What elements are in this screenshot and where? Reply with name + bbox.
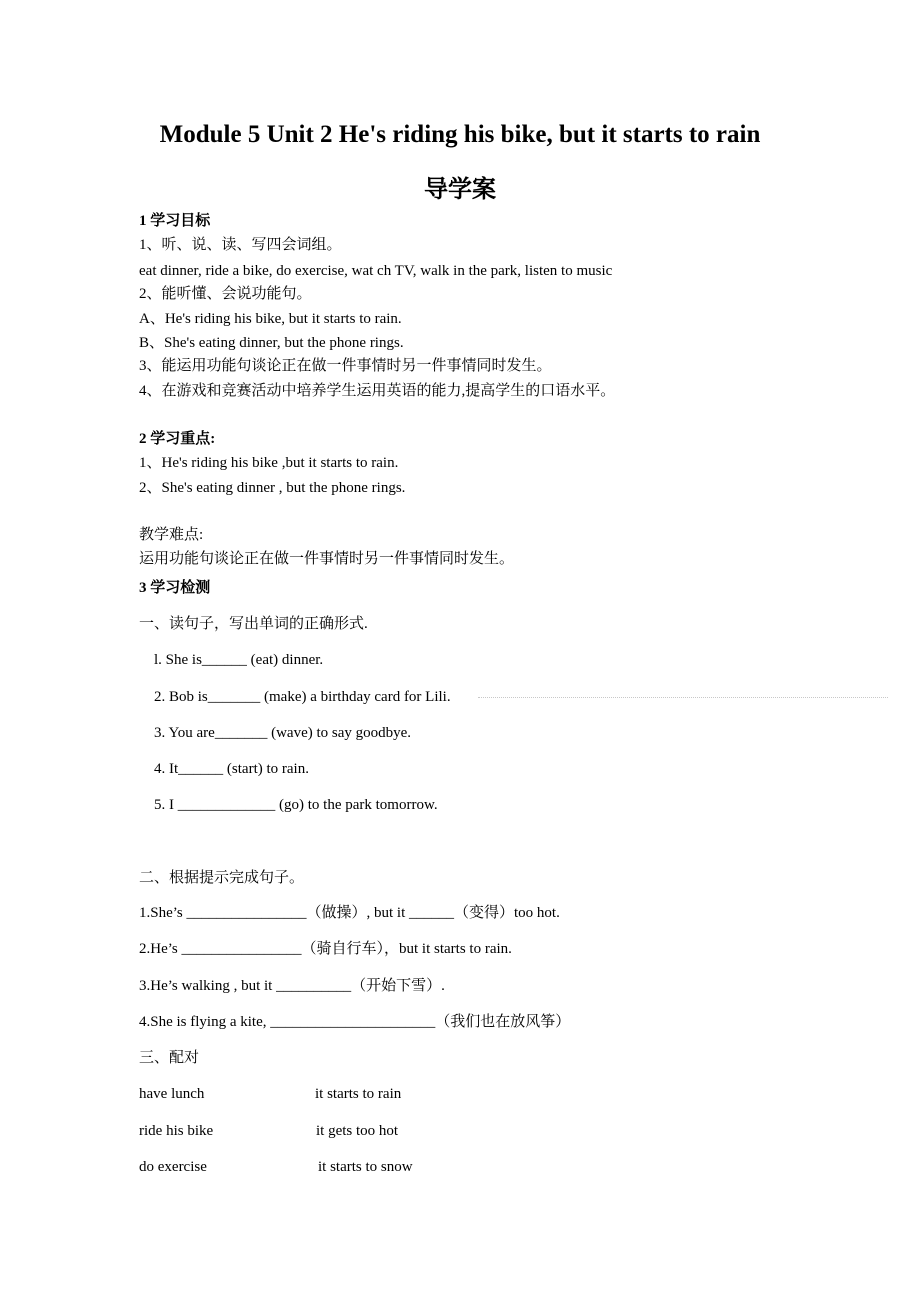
exercise-item: l. She is______ (eat) dinner. [154, 652, 324, 668]
objective-line: 3、能运用功能句谈论正在做一件事情时另一件事情同时发生。 [139, 358, 552, 374]
match-left-item: have lunch [139, 1086, 205, 1102]
exercise-item: 2. Bob is_______ (make) a birthday card for Lili. [154, 689, 451, 705]
part-3-heading: 三、配对 [139, 1050, 200, 1066]
part-2-heading: 二、根据提示完成句子。 [139, 870, 305, 886]
objective-line: 2、能听懂、会说功能句。 [139, 286, 312, 302]
page-title: Module 5 Unit 2 He's riding his bike, but it starts to rain [159, 121, 761, 148]
match-left-item: do exercise [139, 1159, 207, 1175]
section-1-heading: 1 学习目标 [139, 213, 211, 229]
completion-item: 2.He’s ________________（骑自行车），but it starts to rain. [139, 941, 512, 957]
difficulty-text: 运用功能句谈论正在做一件事情时另一件事情同时发生。 [139, 551, 515, 567]
key-point-line: 2、She's eating dinner , but the phone rings. [139, 480, 406, 496]
exercise-item: 5. I _____________ (go) to the park tomorrow. [154, 797, 438, 813]
completion-item: 3.He’s walking , but it __________（开始下雪）. [139, 978, 445, 994]
exercise-item: 4. It______ (start) to rain. [154, 761, 309, 777]
match-right-item: it starts to rain [315, 1086, 402, 1102]
exercise-item: 3. You are_______ (wave) to say goodbye. [154, 725, 412, 741]
match-left-item: ride his bike [139, 1123, 214, 1139]
completion-item: 1.She’s ________________（做操）, but it ______（变得）too hot. [139, 905, 560, 921]
match-right-item: it gets too hot [316, 1123, 399, 1139]
objective-line: 1、听、说、读、写四会词组。 [139, 237, 342, 253]
objective-phrases: eat dinner, ride a bike, do exercise, wat ch TV, walk in the park, listen to music [139, 263, 613, 279]
objective-line: A、He's riding his bike, but it starts to rain. [139, 311, 402, 327]
part-1-heading: 一、读句子，写出单词的正确形式. [139, 616, 368, 632]
dotted-divider [478, 697, 888, 698]
page-subtitle: 导学案 [424, 177, 496, 203]
difficulty-label: 教学难点: [139, 527, 204, 543]
section-3-heading: 3 学习检测 [139, 580, 211, 596]
key-point-line: 1、He's riding his bike ,but it starts to rain. [139, 455, 399, 471]
section-2-heading: 2 学习重点: [139, 431, 216, 447]
objective-line: B、She's eating dinner, but the phone rings. [139, 335, 404, 351]
match-right-item: it starts to snow [318, 1159, 413, 1175]
objective-line: 4、在游戏和竞赛活动中培养学生运用英语的能力,提高学生的口语水平。 [139, 383, 616, 399]
completion-item: 4.She is flying a kite, ______________________（我们也在放风筝） [139, 1014, 571, 1030]
